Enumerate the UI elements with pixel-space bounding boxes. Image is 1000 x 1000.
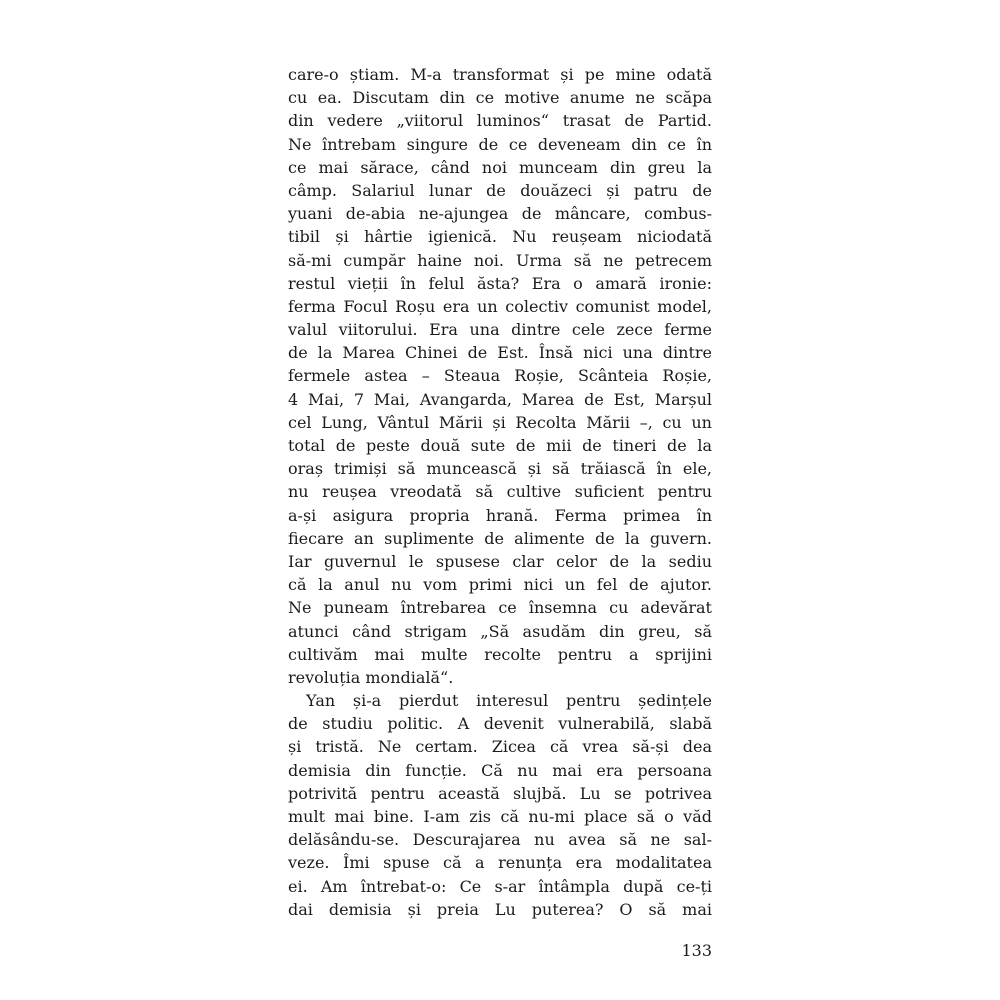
text-line: mult mai bine. I-am zis că nu-mi place să o văd [288,807,712,826]
text-line: revoluția mondială“. [288,667,454,687]
text-line: ferma Focul Roșu era un colectiv comunist model, [288,296,712,316]
text-line: să-mi cumpăr haine noi. Urma să ne petrecem [288,250,712,270]
text-line: yuani de-abia ne-ajungea de mâncare, combus- [288,204,712,224]
text-line: a-și asigura propria hrană. Ferma primea în [288,505,712,525]
text-line: 4 Mai, 7 Mai, Avangarda, Marea de Est, Marșul [288,389,712,409]
paragraph-1 [288,63,712,689]
text-line: oraș trimiși să muncească și să trăiască în ele, [288,459,712,479]
text-line: total de peste două sute de mii de tineri de la [288,436,712,455]
text-line: delăsându-se. Descurajarea nu avea să ne sal- [288,830,712,850]
text-line: din vedere „viitorul luminos“ trasat de Partid. [288,111,712,131]
page-number: 133 [681,941,712,960]
text-line: care-o știam. M-a transformat și pe mine odată [288,65,712,84]
text-line: că la anul nu vom primi nici un fel de ajutor. [288,575,712,595]
text-line: veze. Îmi spuse că a renunța era modalitatea [288,853,712,873]
text-line: ce mai sărace, când noi munceam din greu la [288,157,712,177]
body-text [288,63,712,921]
text-line: Ne puneam întrebarea ce însemna cu adevărat [288,598,712,618]
text-line: de la Marea Chinei de Est. Însă nici una dintre [288,343,712,363]
text-line: fermele astea – Steaua Roșie, Scânteia Roșie, [288,366,712,386]
text-line: restul vieții în felul ăsta? Era o amară ironie: [288,273,712,293]
text-line: și tristă. Ne certam. Zicea că vrea să-și dea [288,737,712,757]
text-line: nu reușea vreodată să cultive suficient pentru [288,482,712,502]
text-line: atunci când strigam „Să asudăm din greu, să [288,621,712,641]
text-line: ei. Am întrebat-o: Ce s-ar întâmpla după ce-ți [288,876,712,896]
text-line: cu ea. Discutam din ce motive anume ne scăpa [288,88,712,108]
text-line: Ne întrebam singure de ce deveneam din ce în [288,134,712,154]
text-line: cel Lung, Vântul Mării și Recolta Mării –, cu un [288,412,712,432]
paragraph-2 [288,689,712,921]
text-line: demisia din funcție. Că nu mai era persoana [288,760,712,780]
text-line: Yan și-a pierdut interesul pentru ședințele [306,691,712,711]
text-line: cultivăm mai multe recolte pentru a sprijini [288,644,712,664]
text-line: fiecare an suplimente de alimente de la guvern. [288,528,712,548]
text-line: tibil și hârtie igienică. Nu reușeam niciodată [288,227,712,247]
text-line: Iar guvernul le spusese clar celor de la sediu [288,551,712,571]
text-line: potrivită pentru această slujbă. Lu se potrivea [288,783,712,803]
text-line: de studiu politic. A devenit vulnerabilă, slabă [288,714,712,734]
text-line: valul viitorului. Era una dintre cele zece ferme [288,320,712,340]
text-line: dai demisia și preia Lu puterea? O să mai [288,899,712,919]
text-line: câmp. Salariul lunar de douăzeci și patru de [288,180,712,200]
